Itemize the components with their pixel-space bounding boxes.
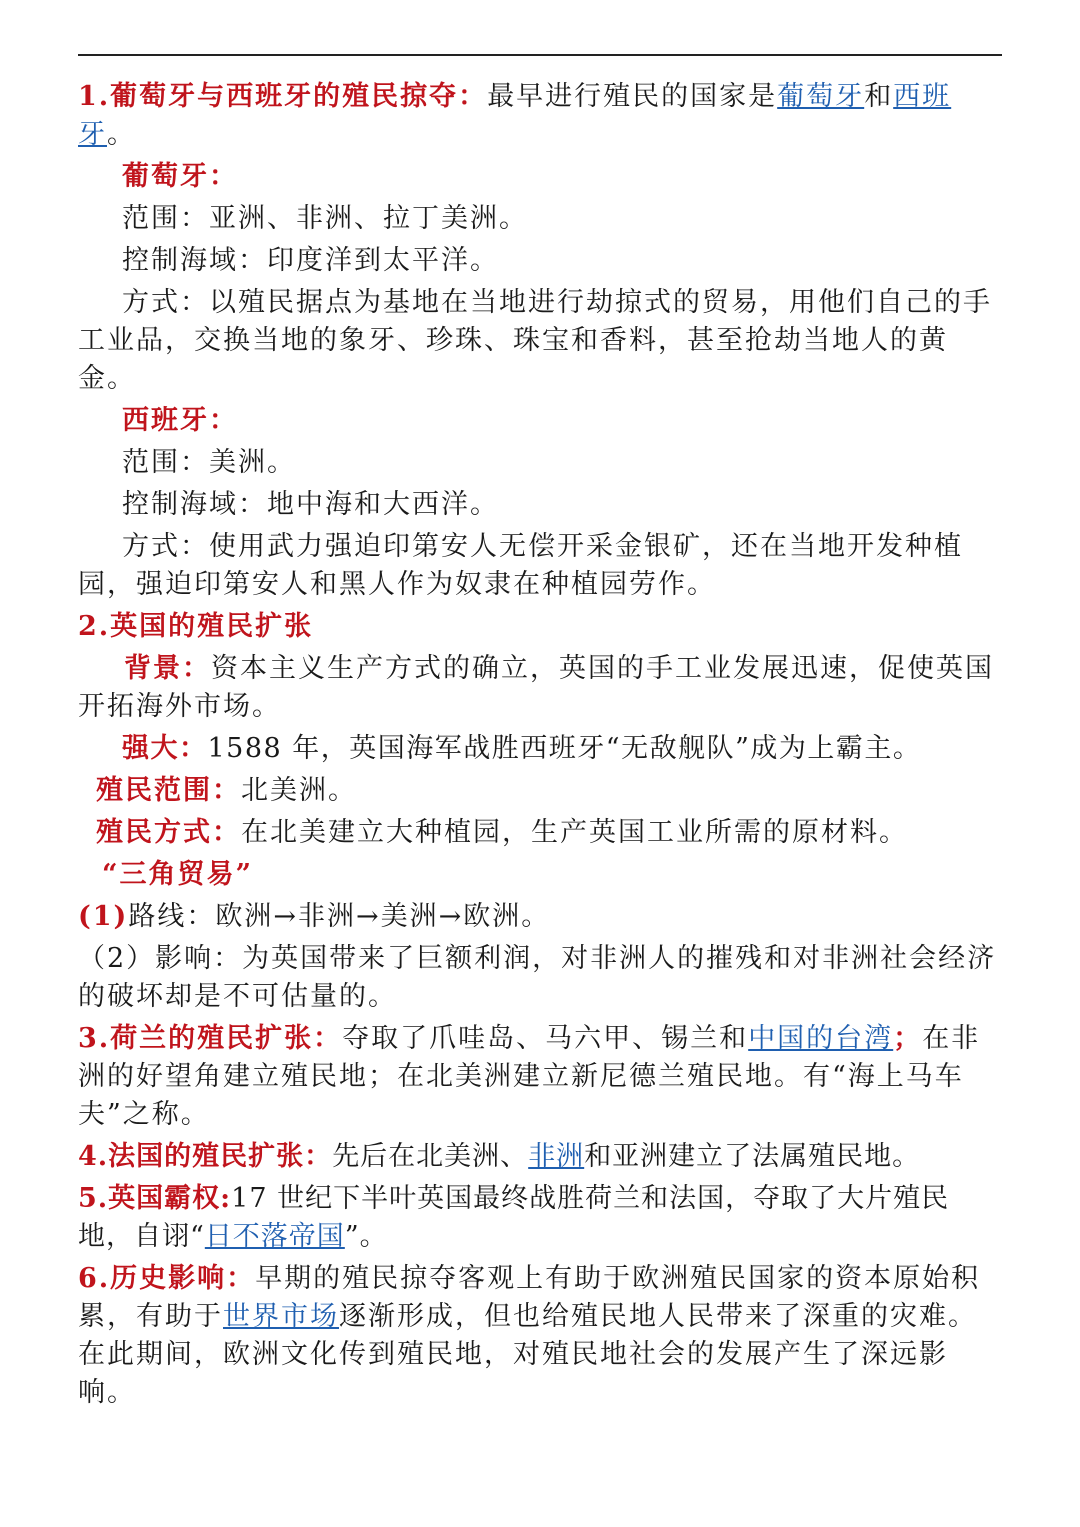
colony-scope: 殖民范围：北美洲。	[96, 775, 357, 806]
link-spain[interactable]: 西班牙	[78, 81, 952, 150]
section-3-heading: 3.荷兰的殖民扩张：	[78, 1023, 343, 1054]
triangle-trade-title: “三角贸易”	[102, 859, 254, 890]
link-portugal[interactable]: 葡萄牙	[777, 81, 865, 112]
background-label: 背景：	[124, 653, 211, 684]
link-world-market[interactable]: 世界市场	[223, 1301, 339, 1332]
spain-scope: 范围：美洲。	[122, 447, 296, 478]
link-taiwan[interactable]: 中国的台湾	[748, 1023, 894, 1054]
colony-method: 殖民方式：在北美建立大种植园，生产英国工业所需的原材料。	[96, 817, 908, 848]
link-africa[interactable]: 非洲	[528, 1141, 585, 1172]
portugal-title: 葡萄牙：	[122, 161, 238, 192]
section-4: 4.法国的殖民扩张：先后在北美洲、非洲和亚洲建立了法属殖民地。	[78, 1141, 921, 1172]
section-2-heading: 2.英国的殖民扩张	[78, 611, 314, 642]
triangle-route: (1)路线：欧洲→非洲→美洲→欧洲。	[78, 901, 551, 932]
britain-power: 强大：1588 年，英国海军战胜西班牙“无敌舰队”成为上霸主。	[122, 733, 922, 764]
section-3: 3.荷兰的殖民扩张：夺取了爪哇岛、马六甲、锡兰和中国的台湾；在非洲的好望角建立殖民地；在北美洲建立新尼德兰殖民地。有“海上马车夫”之称。	[78, 1023, 981, 1130]
document-content	[78, 78, 1002, 1416]
section-6: 6.历史影响：早期的殖民掠夺客观上有助于欧洲殖民国家的资本原始积累，有助于世界市场逐渐形成，但也给殖民地人民带来了深重的灾难。在此期间，欧洲文化传到殖民地，对殖民地社会的发展产生了深远影响。	[78, 1263, 981, 1408]
power-label: 强大：	[122, 733, 208, 764]
section-4-heading: 4.法国的殖民扩张：	[78, 1141, 333, 1172]
portugal-scope: 范围：亚洲、非洲、拉丁美洲。	[122, 203, 528, 234]
section-5-heading: 5.英国霸权:	[78, 1183, 232, 1214]
route-label: (1)	[78, 901, 129, 932]
portugal-seas: 控制海域：印度洋到太平洋。	[122, 245, 499, 276]
section-5: 5.英国霸权:17 世纪下半叶英国最终战胜荷兰和法国，夺取了大片殖民地，自诩“日不落帝国”。	[78, 1183, 950, 1252]
section-1-heading: 1.葡萄牙与西班牙的殖民掠夺：	[78, 81, 488, 112]
spain-title: 西班牙：	[122, 405, 238, 436]
colony-scope-label: 殖民范围：	[96, 775, 241, 806]
spain-method: 方式：使用武力强迫印第安人无偿开采金银矿，还在当地开发种植园，强迫印第安人和黑人作为奴隶在种植园劳作。	[78, 531, 963, 600]
colony-method-label: 殖民方式：	[96, 817, 241, 848]
section-6-heading: 6.历史影响：	[78, 1263, 256, 1294]
top-rule	[78, 54, 1002, 56]
spain-seas: 控制海域：地中海和大西洋。	[122, 489, 499, 520]
triangle-impact: （2）影响：为英国带来了巨额利润，对非洲人的摧残和对非洲社会经济的破坏却是不可估量的。	[78, 943, 997, 1012]
britain-background: 背景：资本主义生产方式的确立，英国的手工业发展迅速，促使英国开拓海外市场。	[78, 653, 994, 722]
portugal-method: 方式：以殖民据点为基地在当地进行劫掠式的贸易，用他们自己的手工业品，交换当地的象牙、珍珠、珠宝和香料，甚至抢劫当地人的黄金。	[78, 287, 992, 394]
section-1-intro: 1.葡萄牙与西班牙的殖民掠夺：最早进行殖民的国家是葡萄牙和西班牙。	[78, 81, 952, 150]
link-empire[interactable]: 日不落帝国	[204, 1221, 345, 1252]
